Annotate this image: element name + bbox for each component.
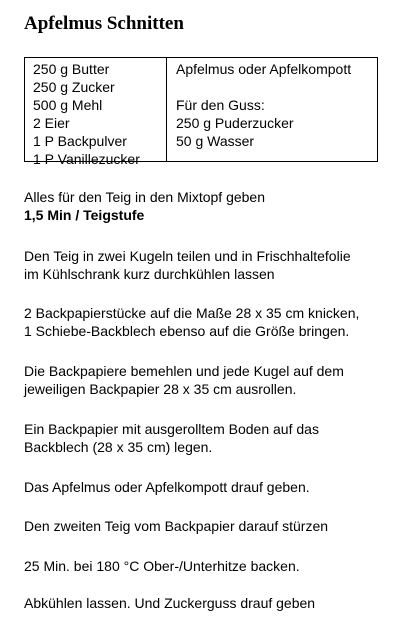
- step-mix: [24, 188, 399, 224]
- step-line: Abkühlen lassen. Und Zuckerguss drauf geben: [24, 595, 316, 611]
- ingredient-item: 1 P Vanillezucker: [33, 151, 140, 167]
- ingredient-item: 1 P Backpulver: [33, 133, 127, 149]
- step-line: 25 Min. bei 180 °C Ober-/Unterhitze backen.: [24, 558, 300, 574]
- step-line: Ein Backpapier mit ausgerolltem Boden auf das: [24, 421, 319, 437]
- glaze-item: 250 g Puderzucker: [176, 115, 294, 131]
- step-line: im Kühlschrank kurz durchkühlen lassen: [24, 266, 275, 282]
- step-line: 1 Schiebe-Backblech ebenso auf die Größe bringen.: [24, 323, 350, 339]
- step-chill: [24, 247, 399, 283]
- glaze-item: 50 g Wasser: [176, 133, 255, 149]
- recipe-title: Apfelmus Schnitten: [24, 13, 184, 34]
- step-line: Backblech (28 x 35 cm) legen.: [24, 439, 213, 455]
- step-line: 2 Backpapierstücke auf die Maße 28 x 35 cm knicken,: [24, 305, 360, 321]
- ingredient-item: 2 Eier: [33, 115, 70, 131]
- glaze-heading: Für den Guss:: [176, 97, 265, 113]
- step-bake: [24, 557, 399, 575]
- step-line: Den Teig in zwei Kugeln teilen und in Frischhaltefolie: [24, 248, 351, 264]
- ingredients-dough-column: [25, 58, 167, 167]
- step-glaze: [24, 594, 399, 612]
- step-fold-paper: [24, 304, 399, 340]
- step-roll-out: [24, 362, 399, 398]
- step-line: Das Apfelmus oder Apfelkompott drauf geben.: [24, 479, 310, 495]
- step-mix-setting: 1,5 Min / Teigstufe: [24, 207, 145, 223]
- ingredient-item: 250 g Butter: [33, 61, 110, 77]
- ingredients-table: [24, 57, 378, 167]
- ingredients-filling-column: [167, 58, 377, 161]
- step-line: Alles für den Teig in den Mixtopf geben: [24, 189, 266, 205]
- filling-item: Apfelmus oder Apfelkompott: [176, 61, 352, 77]
- step-line: Den zweiten Teig vom Backpapier darauf stürzen: [24, 518, 329, 534]
- step-place-base: [24, 420, 399, 456]
- step-line: Die Backpapiere bemehlen und jede Kugel auf dem: [24, 363, 344, 379]
- step-add-apple: [24, 478, 399, 496]
- step-line: jeweiligen Backpapier 28 x 35 cm ausrollen.: [24, 381, 297, 397]
- ingredient-item: 250 g Zucker: [33, 79, 115, 95]
- ingredient-item: 500 g Mehl: [33, 97, 103, 113]
- step-top-dough: [24, 517, 399, 535]
